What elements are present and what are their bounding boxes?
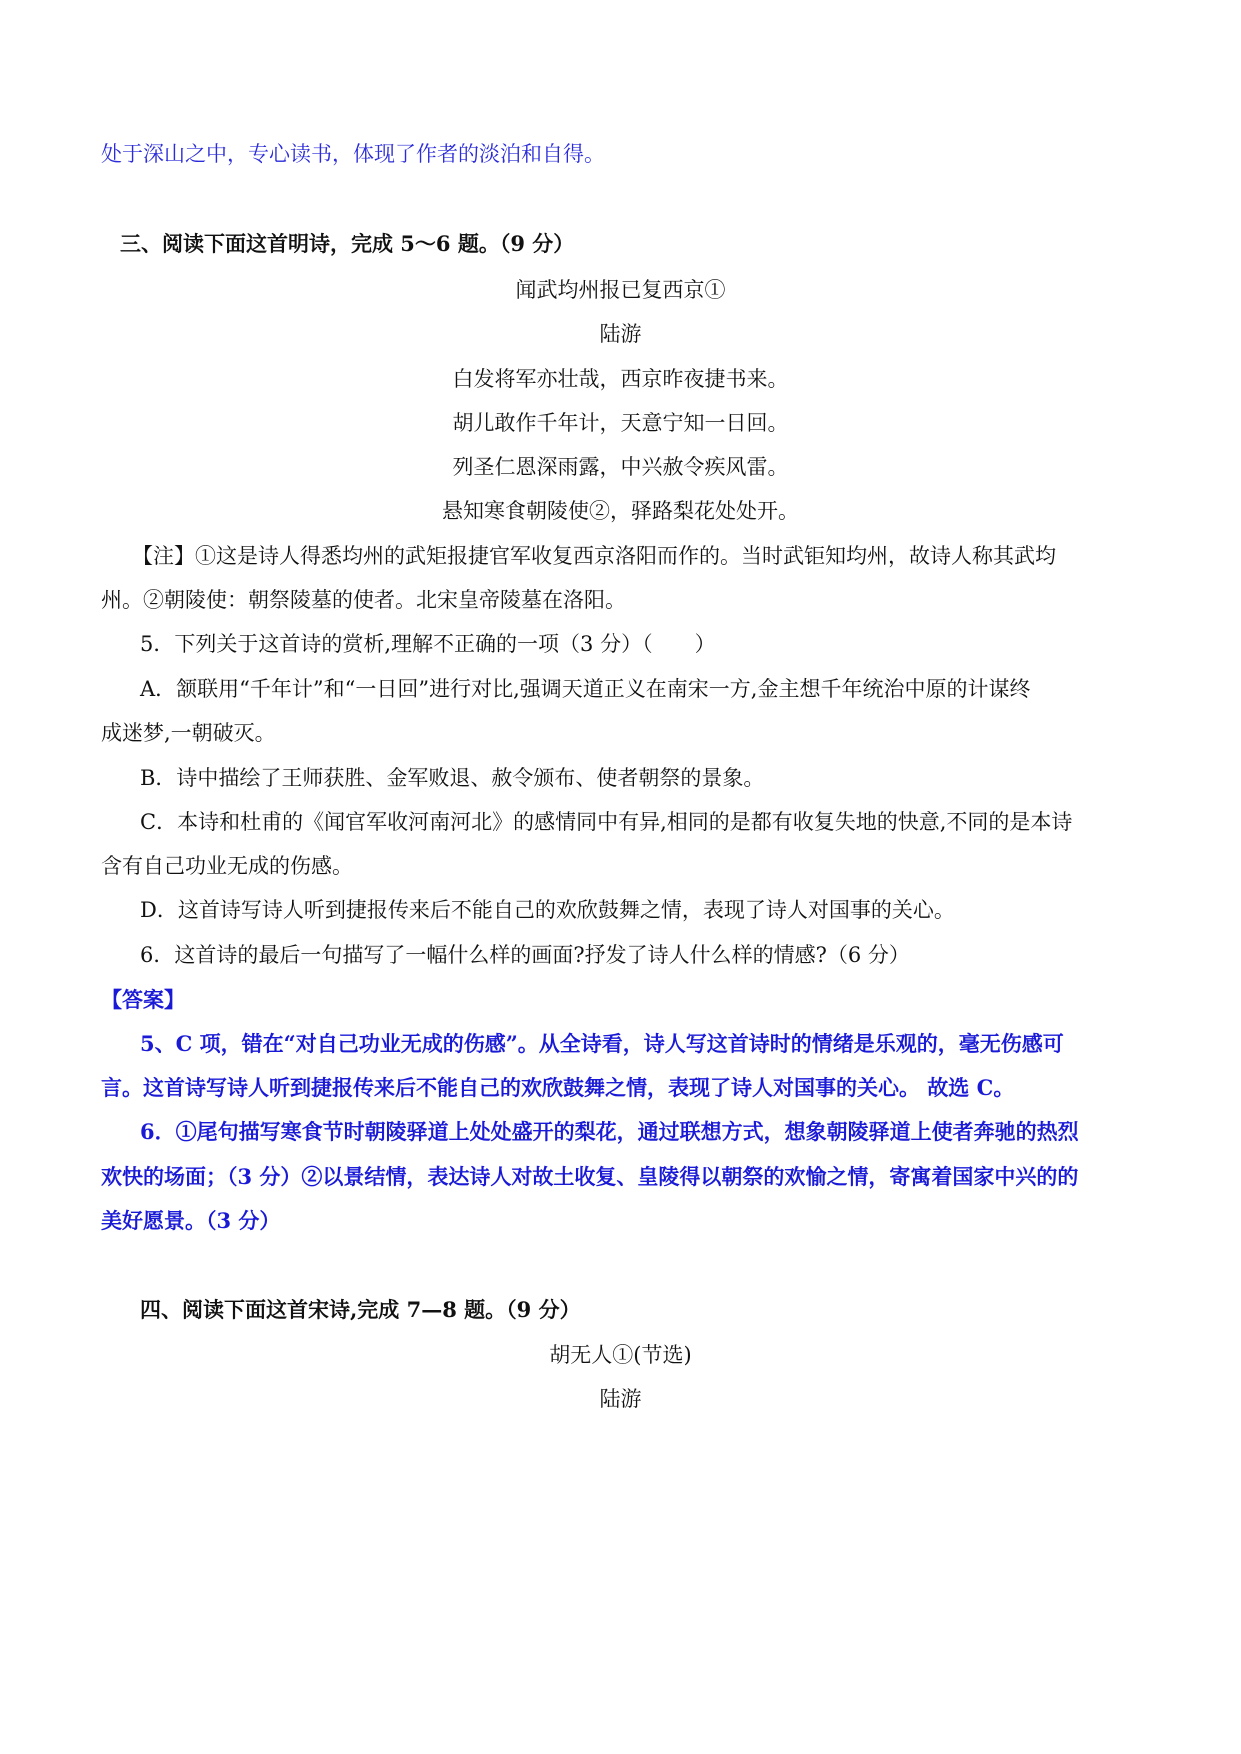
poem-note-continued: 州。②朝陵使：朝祭陵墓的使者。北宋皇帝陵墓在洛阳。 (101, 588, 626, 612)
poem-author-2: 陆游 (599, 1387, 642, 1411)
poem-line: 悬知寒食朝陵使②，驿路梨花处处开。 (442, 499, 799, 523)
answer-6-end: 美好愿景。（3 分） (101, 1208, 281, 1233)
answer-5: 5、C 项，错在“对自己功业无成的伤感”。从全诗看，诗人写这首诗时的情绪是乐观的，毫无伤感可 (140, 1031, 1064, 1056)
section-3-heading: 三、阅读下面这首明诗，完成 5～6 题。（9 分） (120, 231, 575, 256)
poem-title-2: 胡无人①(节选) (549, 1343, 692, 1367)
section-4-heading: 四、阅读下面这首宋诗,完成 7—8 题。（9 分） (140, 1297, 581, 1322)
answer-6: 6．①尾句描写寒食节时朝陵驿道上处处盛开的梨花，通过联想方式，想象朝陵驿道上使者奔驰的热烈 (140, 1119, 1079, 1144)
previous-answer-text: 处于深山之中，专心读书，体现了作者的淡泊和自得。 (101, 142, 605, 166)
option-c: C．本诗和杜甫的《闻官军收河南河北》的感情同中有异,相同的是都有收复失地的快意,不同的是本诗 (140, 810, 1073, 834)
poem-author: 陆游 (599, 322, 642, 346)
answer-6-continued: 欢快的场面；（3 分）②以景结情，表达诗人对故土收复、皇陵得以朝祭的欢愉之情，寄寓着国家中兴的的 (101, 1164, 1079, 1189)
poem-line: 白发将军亦壮哉，西京昨夜捷书来。 (452, 367, 789, 391)
option-b: B．诗中描绘了王师获胜、金军败退、赦令颁布、使者朝祭的景象。 (140, 766, 765, 790)
poem-title: 闻武均州报已复西京① (515, 278, 726, 302)
poem-line: 列圣仁恩深雨露，中兴赦令疾风雷。 (452, 455, 789, 479)
option-a: A．颔联用“千年计”和“一日回”进行对比,强调天道正义在南宋一方,金主想千年统治中原的计谋终 (140, 677, 1031, 701)
poem-line: 胡儿敢作千年计，天意宁知一日回。 (452, 411, 789, 435)
option-d: D．这首诗写诗人听到捷报传来后不能自己的欢欣鼓舞之情，表现了诗人对国事的关心。 (140, 898, 955, 922)
poem-note: 【注】①这是诗人得悉均州的武矩报捷官军收复西京洛阳而作的。当时武钜知均州，故诗人称其武均 (132, 544, 1056, 568)
option-c-continued: 含有自己功业无成的伤感。 (101, 854, 353, 878)
option-a-continued: 成迷梦,一朝破灭。 (101, 721, 276, 745)
answer-5-continued: 言。这首诗写诗人听到捷报传来后不能自己的欢欣鼓舞之情，表现了诗人对国事的关心。 故选 C。 (101, 1075, 1015, 1100)
answer-label: 【答案】 (101, 987, 185, 1012)
question-5: 5．下列关于这首诗的赏析,理解不正确的一项（3 分）（ ） (140, 632, 716, 656)
question-6: 6．这首诗的最后一句描写了一幅什么样的画面?抒发了诗人什么样的情感?（6 分） (140, 943, 910, 967)
